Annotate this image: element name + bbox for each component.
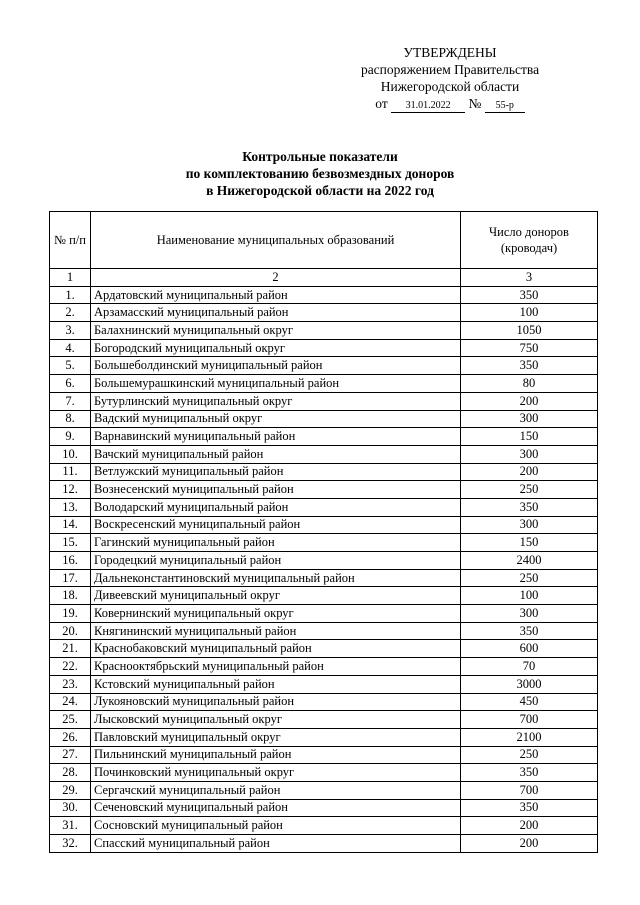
- table-row: [50, 428, 598, 446]
- donor-count: 200: [461, 392, 598, 410]
- municipality-name: Дивеевский муниципальный округ: [91, 587, 461, 605]
- table-row: [50, 339, 598, 357]
- row-number: 15.: [50, 534, 91, 552]
- row-number: 13.: [50, 498, 91, 516]
- row-number: 31.: [50, 817, 91, 835]
- table-row: [50, 498, 598, 516]
- row-number: 20.: [50, 622, 91, 640]
- municipality-name: Лукояновский муниципальный район: [91, 693, 461, 711]
- row-number: 16.: [50, 552, 91, 570]
- donor-count: 700: [461, 711, 598, 729]
- column-number-2: 2: [91, 269, 461, 287]
- donor-count: 600: [461, 640, 598, 658]
- donor-count: 300: [461, 445, 598, 463]
- row-number: 17.: [50, 569, 91, 587]
- row-number: 25.: [50, 711, 91, 729]
- municipality-name: Лысковский муниципальный округ: [91, 711, 461, 729]
- donor-count: 150: [461, 534, 598, 552]
- row-number: 19.: [50, 605, 91, 623]
- donor-count: 750: [461, 339, 598, 357]
- table-row: [50, 286, 598, 304]
- donor-count: 700: [461, 781, 598, 799]
- municipality-name: Починковский муниципальный округ: [91, 764, 461, 782]
- donor-count: 2100: [461, 728, 598, 746]
- table-row: [50, 728, 598, 746]
- municipality-name: Ардатовский муниципальный район: [91, 286, 461, 304]
- row-number: 14.: [50, 516, 91, 534]
- table-row: [50, 481, 598, 499]
- approval-region: Нижегородской области: [380, 79, 520, 94]
- row-number: 5.: [50, 357, 91, 375]
- table-row: [50, 817, 598, 835]
- donor-count: 300: [461, 516, 598, 534]
- table-row: [50, 781, 598, 799]
- municipality-name: Воскресенский муниципальный район: [91, 516, 461, 534]
- title-line-1: Контрольные показатели: [242, 149, 398, 164]
- donor-count: 350: [461, 799, 598, 817]
- row-number: 12.: [50, 481, 91, 499]
- table-row: [50, 835, 598, 853]
- row-number: 18.: [50, 587, 91, 605]
- donor-count: 450: [461, 693, 598, 711]
- row-number: 26.: [50, 728, 91, 746]
- donor-count: 3000: [461, 675, 598, 693]
- header-name: Наименование муниципальных образований: [91, 212, 461, 269]
- donor-count: 80: [461, 375, 598, 393]
- municipality-name: Большеболдинский муниципальный район: [91, 357, 461, 375]
- municipality-name: Сергачский муниципальный район: [91, 781, 461, 799]
- row-number: 10.: [50, 445, 91, 463]
- table-row: [50, 605, 598, 623]
- row-number: 32.: [50, 835, 91, 853]
- donor-count: 350: [461, 764, 598, 782]
- donor-count: 100: [461, 587, 598, 605]
- municipality-name: Вознесенский муниципальный район: [91, 481, 461, 499]
- donor-count: 300: [461, 410, 598, 428]
- approval-number: 55-р: [485, 100, 525, 113]
- row-number: 2.: [50, 304, 91, 322]
- municipality-name: Городецкий муниципальный район: [91, 552, 461, 570]
- table-row: [50, 357, 598, 375]
- municipality-name: Вачский муниципальный район: [91, 445, 461, 463]
- row-number: 27.: [50, 746, 91, 764]
- municipality-name: Краснооктябрьский муниципальный район: [91, 658, 461, 676]
- municipality-name: Кстовский муниципальный район: [91, 675, 461, 693]
- row-number: 21.: [50, 640, 91, 658]
- municipality-name: Балахнинский муниципальный округ: [91, 322, 461, 340]
- approval-heading: УТВЕРЖДЕНЫ: [403, 45, 497, 60]
- donor-count: 150: [461, 428, 598, 446]
- municipality-name: Ковернинский муниципальный округ: [91, 605, 461, 623]
- municipality-name: Дальнеконстантиновский муниципальный район: [91, 569, 461, 587]
- table-row: [50, 746, 598, 764]
- table-row: [50, 675, 598, 693]
- donor-count: 2400: [461, 552, 598, 570]
- table-row: [50, 463, 598, 481]
- municipality-name: Сеченовский муниципальный район: [91, 799, 461, 817]
- table-row: [50, 711, 598, 729]
- table-row: [50, 304, 598, 322]
- table-row: [50, 322, 598, 340]
- row-number: 1.: [50, 286, 91, 304]
- row-number: 28.: [50, 764, 91, 782]
- row-number: 9.: [50, 428, 91, 446]
- table-row: [50, 799, 598, 817]
- donor-count: 250: [461, 746, 598, 764]
- donor-count: 200: [461, 817, 598, 835]
- donor-count: 70: [461, 658, 598, 676]
- document-title: [0, 148, 640, 199]
- municipality-name: Спасский муниципальный район: [91, 835, 461, 853]
- municipality-name: Ветлужский муниципальный район: [91, 463, 461, 481]
- row-number: 30.: [50, 799, 91, 817]
- row-number: 7.: [50, 392, 91, 410]
- table-row: [50, 658, 598, 676]
- title-line-3: в Нижегородской области на 2022 год: [206, 183, 434, 198]
- municipality-name: Пильнинский муниципальный район: [91, 746, 461, 764]
- row-number: 11.: [50, 463, 91, 481]
- table-row: [50, 622, 598, 640]
- header-num: № п/п: [50, 212, 91, 269]
- donor-count: 250: [461, 569, 598, 587]
- approval-block: [330, 44, 570, 113]
- row-number: 3.: [50, 322, 91, 340]
- row-number: 8.: [50, 410, 91, 428]
- title-line-2: по комплектованию безвозмездных доноров: [185, 166, 455, 181]
- approval-date-number-line: [330, 95, 570, 113]
- municipality-name: Бутурлинский муниципальный округ: [91, 392, 461, 410]
- header-donors: Число доноров (кроводач): [461, 212, 598, 269]
- table-row: [50, 516, 598, 534]
- table-row: [50, 534, 598, 552]
- column-number-1: 1: [50, 269, 91, 287]
- row-number: 24.: [50, 693, 91, 711]
- table-header-row: [50, 212, 598, 269]
- donor-count: 200: [461, 463, 598, 481]
- donor-count: 100: [461, 304, 598, 322]
- donor-count: 1050: [461, 322, 598, 340]
- table-row: [50, 693, 598, 711]
- municipality-name: Варнавинский муниципальный район: [91, 428, 461, 446]
- municipality-name: Гагинский муниципальный район: [91, 534, 461, 552]
- municipality-name: Павловский муниципальный округ: [91, 728, 461, 746]
- donor-count: 350: [461, 286, 598, 304]
- table-row: [50, 392, 598, 410]
- table-row: [50, 445, 598, 463]
- donor-count: 350: [461, 622, 598, 640]
- column-numbers-row: [50, 269, 598, 287]
- row-number: 6.: [50, 375, 91, 393]
- municipality-name: Большемурашкинский муниципальный район: [91, 375, 461, 393]
- table-row: [50, 569, 598, 587]
- donor-indicators-table: [49, 211, 598, 853]
- municipality-name: Богородский муниципальный округ: [91, 339, 461, 357]
- donor-count: 200: [461, 835, 598, 853]
- donor-count: 300: [461, 605, 598, 623]
- row-number: 23.: [50, 675, 91, 693]
- donor-count: 250: [461, 481, 598, 499]
- table-row: [50, 764, 598, 782]
- municipality-name: Володарский муниципальный район: [91, 498, 461, 516]
- table-row: [50, 587, 598, 605]
- municipality-name: Вадский муниципальный округ: [91, 410, 461, 428]
- donor-count: 350: [461, 498, 598, 516]
- row-number: 29.: [50, 781, 91, 799]
- number-sign: №: [468, 96, 482, 111]
- table-row: [50, 410, 598, 428]
- table-row: [50, 375, 598, 393]
- donor-count: 350: [461, 357, 598, 375]
- approval-issuer: распоряжением Правительства: [360, 62, 540, 77]
- table-row: [50, 552, 598, 570]
- municipality-name: Княгининский муниципальный район: [91, 622, 461, 640]
- municipality-name: Арзамасский муниципальный район: [91, 304, 461, 322]
- approval-date: 31.01.2022: [391, 100, 465, 113]
- table-row: [50, 640, 598, 658]
- column-number-3: 3: [461, 269, 598, 287]
- row-number: 22.: [50, 658, 91, 676]
- municipality-name: Краснобаковский муниципальный район: [91, 640, 461, 658]
- municipality-name: Сосновский муниципальный район: [91, 817, 461, 835]
- row-number: 4.: [50, 339, 91, 357]
- from-label: от: [375, 96, 388, 111]
